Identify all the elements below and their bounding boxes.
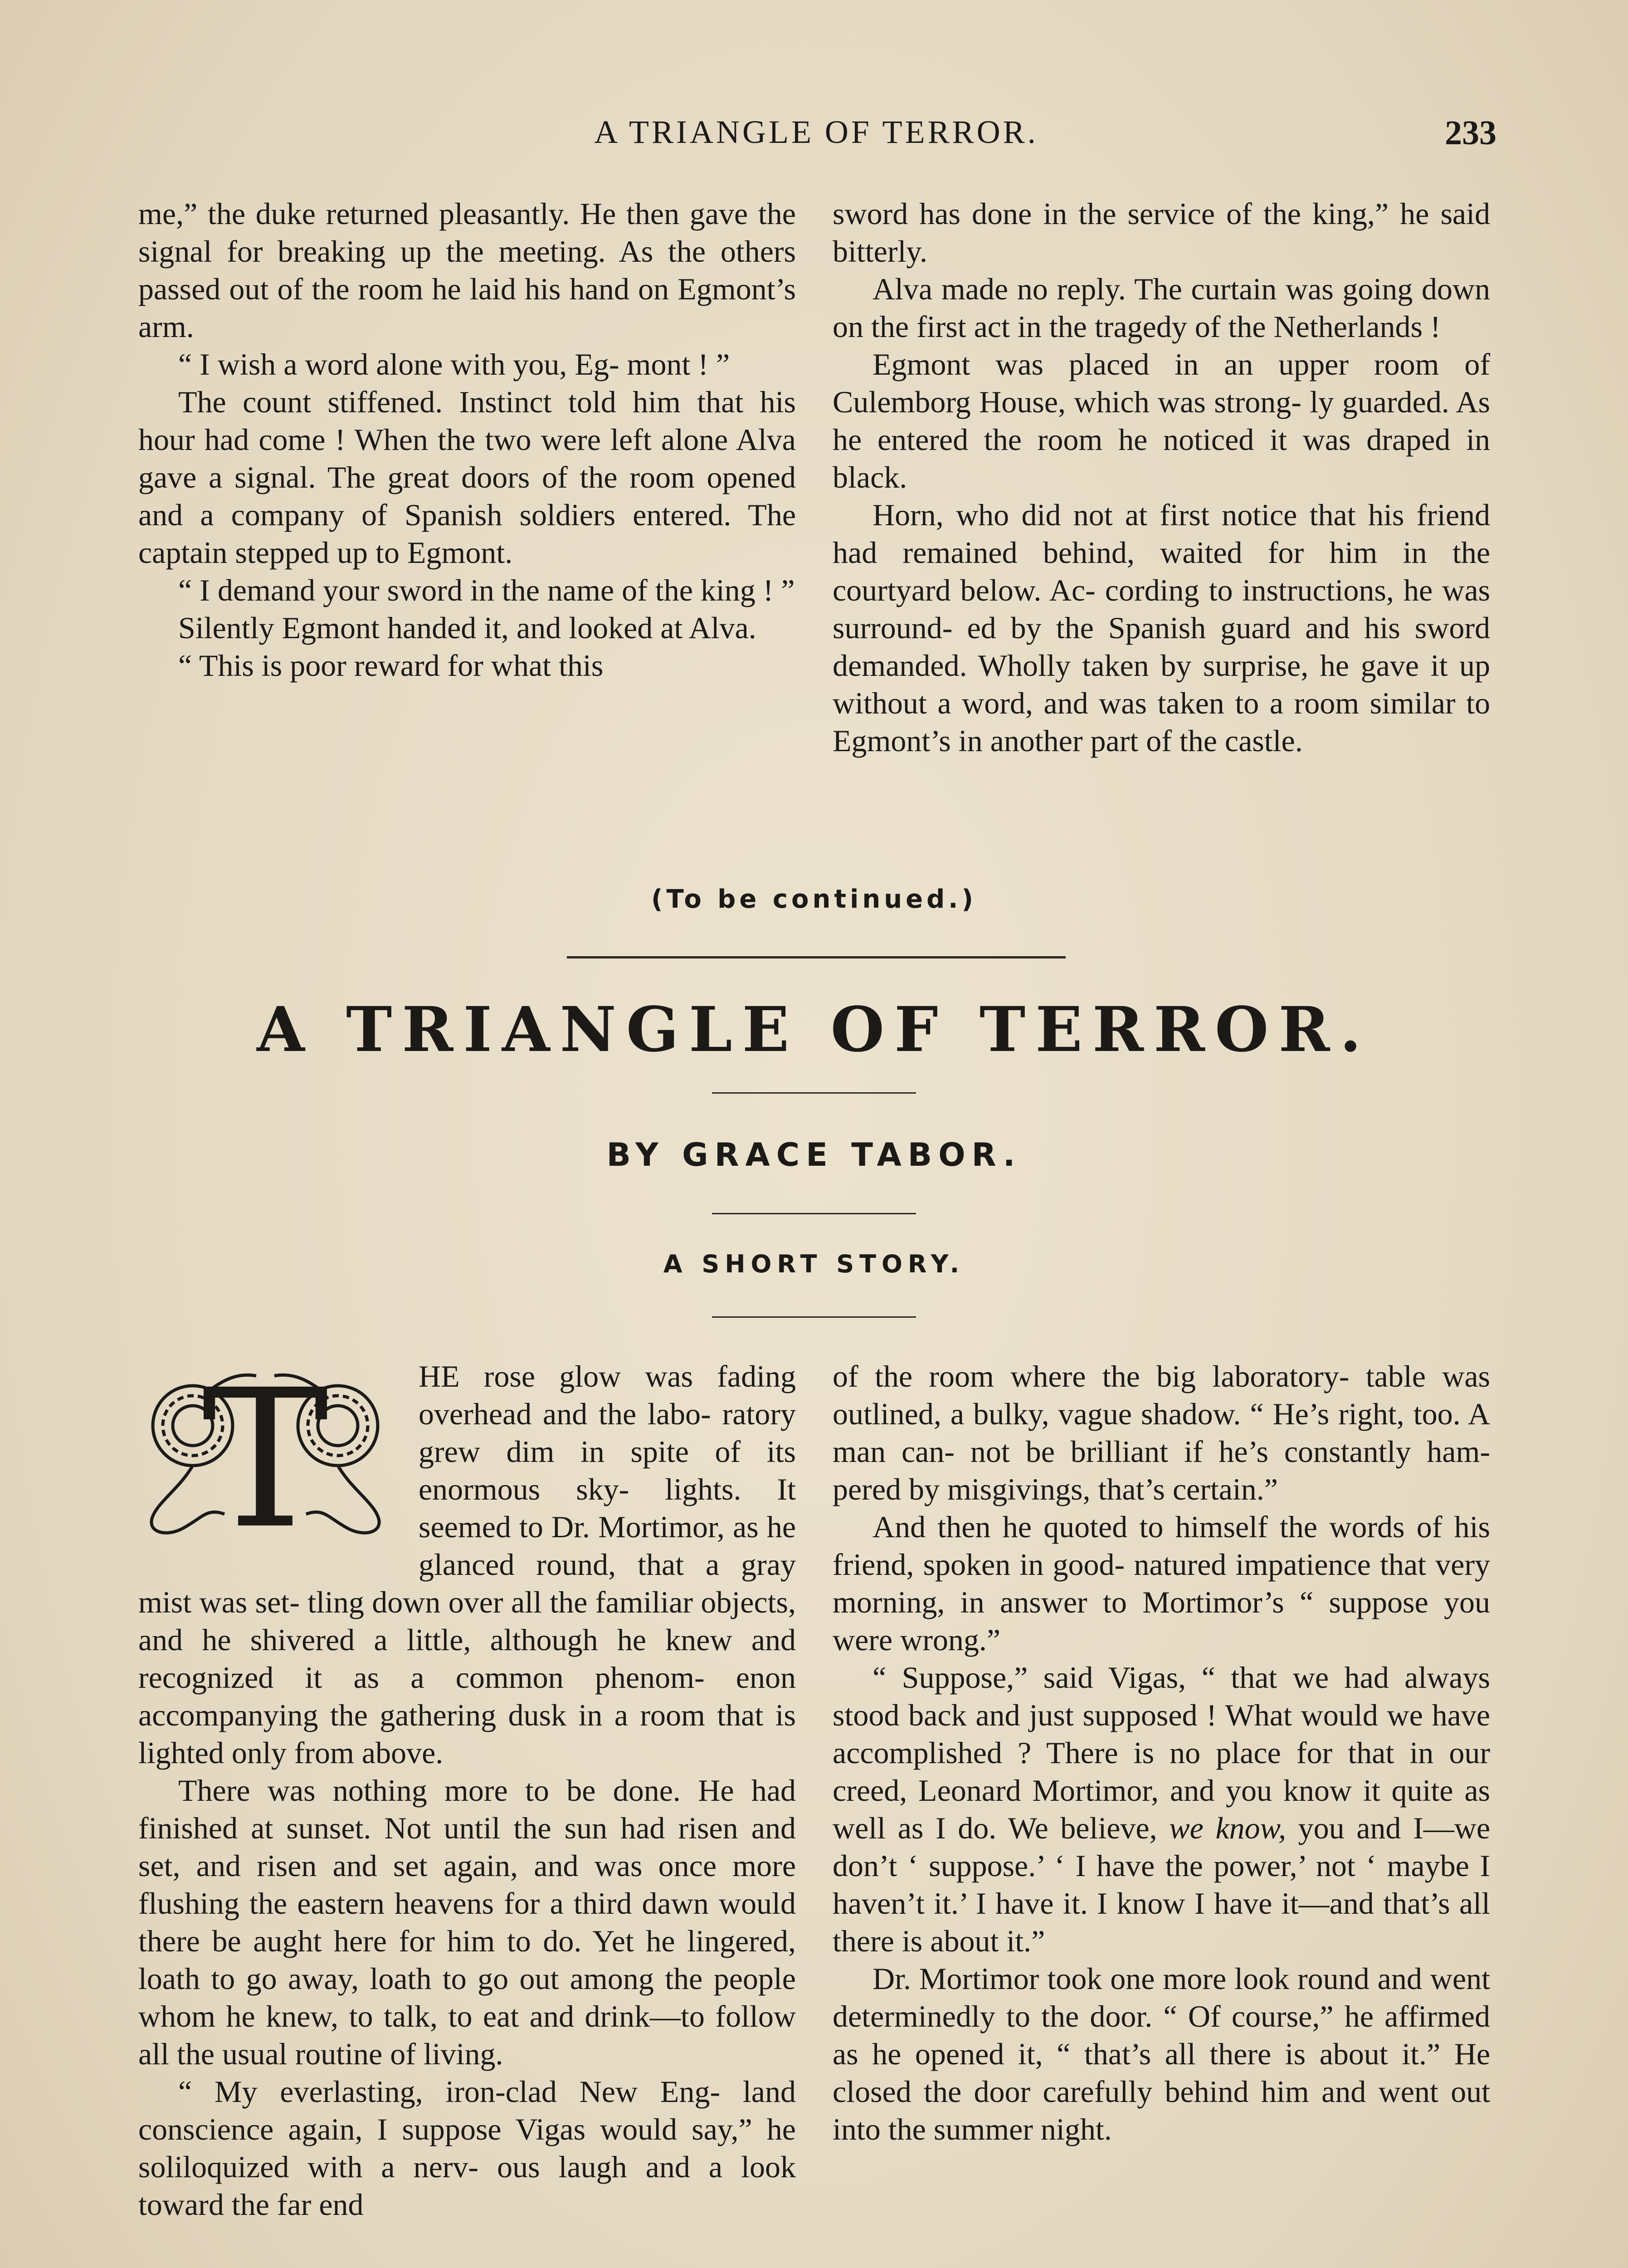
paragraph: “ This is poor reward for what this — [178, 648, 604, 683]
to-be-continued-note: (To be continued.) — [651, 885, 977, 914]
story-left-column — [138, 1358, 796, 2224]
ornamental-drop-cap-icon — [138, 1358, 406, 1544]
page-number: 233 — [1445, 114, 1496, 152]
paragraph: Dr. Mortimor took one more look round and went determinedly to the door. “ Of course,” he affirmed as he opened it, “ that’s all there is about it.” He closed the door carefully behind him and went out into the summer night. — [833, 1961, 1490, 2146]
paragraph: me,” the duke returned pleasantly. He then gave the signal for breaking up the meeting. As the others passed out of the room he laid his hand on Egmont’s arm. — [138, 196, 796, 344]
svg-text:T: T — [201, 1358, 329, 1544]
text-run: “ Suppose,” said Vigas, “ that we had always stood back and just supposed ! What would we have accomplished ? There is no place for that in our creed, Leonard Mortimor, and you know it quite as well as I do. We believe, — [833, 1660, 1490, 1845]
paragraph: And then he quoted to himself the words of his friend, spoken in good- natured impatience that very morning, in answer to Mortimor’s “ suppose you were wrong.” — [833, 1510, 1490, 1657]
paragraph: Alva made no reply. The curtain was going down on the first act in the tragedy of the Netherlands ! — [833, 272, 1490, 344]
paragraph: The count stiffened. Instinct told him that his hour had come ! When the two were left alone Alva gave a signal. The great doors of the room opened and a company of Spanish soldiers entered. The captain stepped up to Egmont. — [138, 385, 796, 570]
running-title: A TRIANGLE OF TERROR. — [594, 114, 1038, 150]
story-title: A TRIANGLE OF TERROR. — [257, 993, 1371, 1066]
paragraph: Silently Egmont handed it, and looked at Alva. — [178, 611, 756, 645]
byline: BY GRACE TABOR. — [606, 1136, 1022, 1173]
italic-text: we know, — [1169, 1811, 1286, 1845]
short-rule — [712, 1092, 916, 1094]
paragraph: sword has done in the service of the king,” he said bitterly. — [833, 196, 1490, 269]
story-right-column — [833, 1358, 1490, 2148]
paragraph: of the room where the big laboratory- table was outlined, a bulky, vague shadow. “ He’s right, too. A man can- not be brilliant if he’s constantly ham- pered by misgivings, that’s certain.” — [833, 1359, 1490, 1506]
text-run: you and I—we don’t ‘ suppose.’ ‘ I have the power,’ not ‘ maybe I haven’t it.’ I have it. I know I have it—and that’s all there is about it.” — [833, 1811, 1491, 1958]
short-rule — [712, 1213, 916, 1214]
paragraph: “ I wish a word alone with you, Eg- mont ! ” — [178, 347, 730, 381]
paragraph: “ I demand your sword in the name of the king ! ” — [178, 573, 795, 607]
paragraph: Egmont was placed in an upper room of Culemborg House, which was strong- ly guarded. As he entered the room he noticed it was draped in black. — [833, 347, 1490, 494]
previous-story-right-column — [833, 195, 1490, 760]
previous-story-left-column — [138, 195, 796, 684]
paragraph: “ My everlasting, iron-clad New Eng- land conscience again, I suppose Vigas would say,” he soliloquized with a nerv- ous laugh and a look toward the far end — [138, 2074, 796, 2222]
running-head — [136, 113, 1496, 163]
paragraph: Horn, who did not at first notice that his friend had remained behind, waited for him in the courtyard below. Ac- cording to instructions, he was surround- ed by the Spanish guard and his sword demanded. Wholly taken by surprise, he gave it up without a word, and was taken to a room similar to Egmont’s in another part of the castle. — [833, 498, 1490, 758]
paragraph: There was nothing more to be done. He had finished at sunset. Not until the sun had risen and set, and risen and set again, and was once more flushing the eastern heavens for a third dawn would there be aught here for him to do. Yet he lingered, loath to go away, loath to go out among the people whom he knew, to talk, to eat and drink—to follow all the usual routine of living. — [138, 1773, 796, 2071]
short-rule — [712, 1316, 916, 1318]
section-divider — [567, 956, 1066, 958]
opening-paragraph: HE rose glow was fading overhead and the labo- ratory grew dim in spite of its enormous sky- lights. It seemed to Dr. Mortimor, as he glanced round, that a gray mist was set- tling down over all the familiar objects, and he shivered a little, although he knew and recognized it as a common phenom- enon accompanying the gathering dusk in a room that is lighted only from above. — [138, 1359, 796, 1770]
story-subtitle: A SHORT STORY. — [663, 1250, 965, 1278]
paragraph — [833, 1659, 1490, 1960]
